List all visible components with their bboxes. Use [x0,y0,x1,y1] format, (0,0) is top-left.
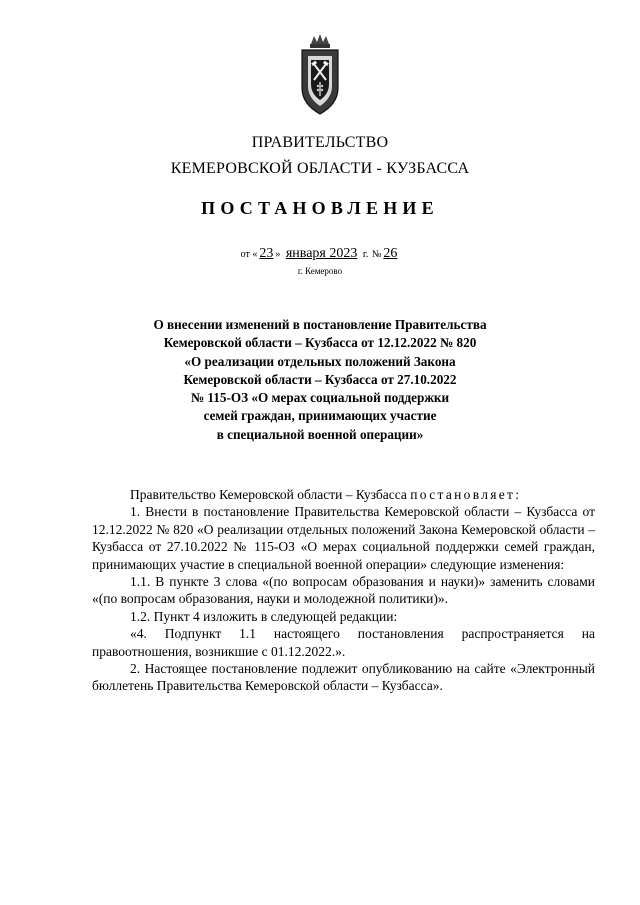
number-prefix: № [371,249,382,260]
government-title-line1: ПРАВИТЕЛЬСТВО [251,134,389,151]
date-year-suffix: г. [362,249,369,260]
coat-of-arms-emblem [300,34,340,116]
title-line: семей граждан, принимающих участие [203,408,437,424]
paragraph-1-2: 1.2. Пункт 4 изложить в следующей редакции: [130,608,398,624]
document-body [92,486,595,695]
date-line [0,246,640,262]
paragraph-1: 1. Внести в постановление Правительства Кемеровской области – Кузбасса от 12.12.2022 № 820 «О реализации отдельных положений Закона Кемеровской области – Кузбасса от 27.10.2022 № 115-ОЗ «О мерах социальной поддержки семей граждан, принимающих участие в специальной военной операции» следующие изменения: [92,504,595,572]
government-title-line2: КЕМЕРОВСКОЙ ОБЛАСТИ - КУЗБАССА [170,160,470,177]
paragraph-1-2-quote: «4. Подпункт 1.1 настоящего постановления распространяется на правоотношения, возникшие с 01.12.2022.». [92,626,595,659]
title-line: в специальной военной операции» [216,426,424,442]
paragraph-2: 2. Настоящее постановление подлежит опубликованию на сайте «Электронный бюллетень Правительства Кемеровской области – Кузбасса». [92,661,595,694]
title-line: «О реализации отдельных положений Закона [184,353,456,369]
paragraph-1-1: 1.1. В пункте 3 слова «(по вопросам образования и науки)» заменить словами «(по вопросам образования, науки и молодежной политики)». [92,574,595,607]
date-prefix: от « [240,249,258,260]
date-mid: » [275,249,281,260]
intro-paragraph [92,486,595,503]
intro-text: Правительство Кемеровской области – Кузбасса [130,487,411,502]
intro-verb: постановляет: [410,487,522,502]
date-day: 23 [259,246,274,261]
title-line: Кемеровской области – Кузбасса от 27.10.2022 [183,371,457,387]
title-line: № 115-ОЗ «О мерах социальной поддержки [190,390,450,406]
date-month-year: января 2023 [285,246,358,261]
city: г. Кемерово [297,266,343,276]
title-line: Кемеровской области – Кузбасса от 12.12.2022 № 820 [163,335,477,351]
document-type: ПОСТАНОВЛЕНИЕ [201,198,439,218]
document-number: 26 [383,246,398,261]
title-line: О внесении изменений в постановление Правительства [153,317,487,332]
document-title [110,316,530,444]
